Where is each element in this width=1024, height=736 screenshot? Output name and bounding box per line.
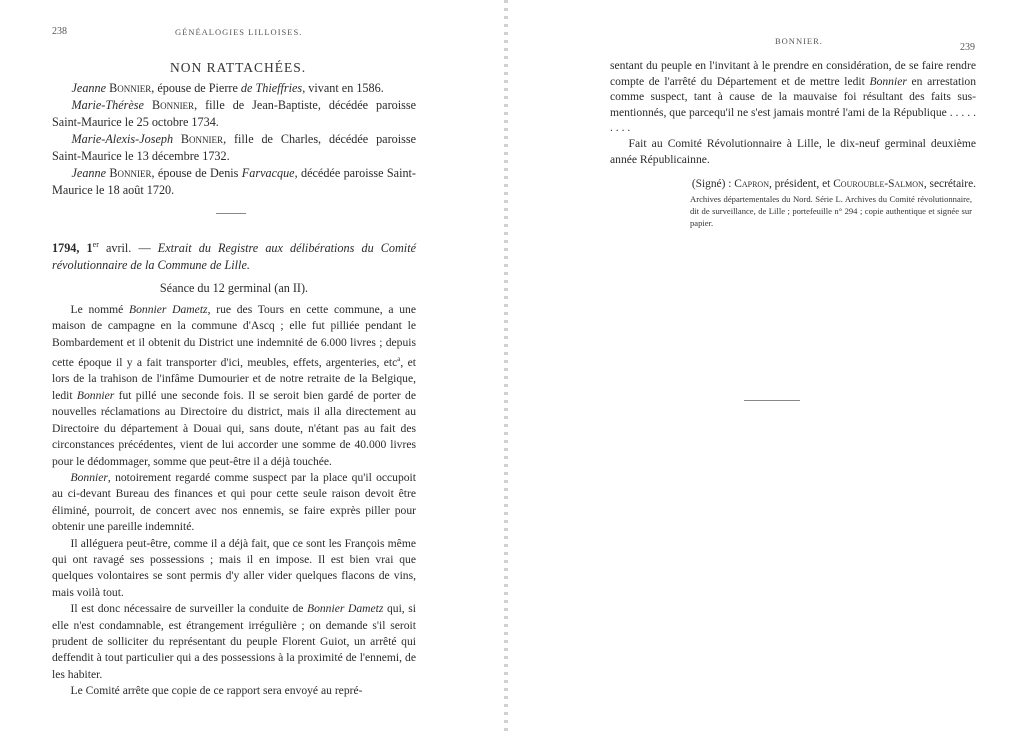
right-page [512, 0, 1024, 736]
extract-heading [52, 236, 416, 274]
page-number-left: 238 [52, 26, 67, 37]
entry-2: Marie-Thérèse Bonnier, fille de Jean-Baptiste, décédée paroisse Saint-Maurice le 25 octobre 1734. [52, 98, 416, 129]
section-title: NON RATTACHÉES. [170, 60, 307, 75]
paragraph-5: Le Comité arrête que copie de ce rapport sera envoyé au repré- [70, 684, 363, 698]
entries-block [52, 80, 416, 199]
left-page [0, 0, 500, 736]
seance-line: Séance du 12 germinal (an II). [159, 281, 309, 295]
entry-4: Jeanne Bonnier, épouse de Denis Farvacque, décédée paroisse Saint-Maurice le 18 août 1720. [52, 166, 416, 197]
signature-line: (Signé) : Capron, président, et Courouble-Salmon, secrétaire. [691, 178, 976, 190]
paragraph-1: Le nommé Bonnier Dametz, rue des Tours en cette commune, a une maison de campagne en la commune d'Ascq ; elle fut pilliée pendant le Bombardement et il obtenit du District une indemnité de 6.000 livres ; depuis cette époque il y a fait transporter d'ici, meubles, effets, argenteries, etc$^a$, et lors de la trahison de l'infâme Dumourier et de notre retraite de la Belgique, ledit Bonnier fut pillé une seconde fois. Il se seroit bien gardé de porter de nouvelles réclamations au Directoire du district, mais il alla directement au Directoire du département à Douai qui, sans doute, n'étant pas au fait des circonstances précédentes, vient de lui accorder une somme de 40.000 livres pour le dédommager, somme que peut-être il a déjà touchée. [52, 303, 416, 468]
page-number-right: 239 [960, 42, 975, 53]
report-body [52, 302, 416, 700]
continuation-text: sentant du peuple en l'invitant à le prendre en considération, de se faire rendre compte de l'arrêté du Département et de mettre ledit Bonnier en arrestation comme suspect, tant à cause de la mauvaise foi résultant des faits sus-mentionnés, que parcequ'il ne s'est jamais montré l'ami de la République . . . . . . . . . [610, 59, 977, 135]
running-head-left: GÉNÉALOGIES LILLOISES. [175, 27, 303, 37]
paragraph-4: Il est donc nécessaire de surveiller la conduite de Bonnier Dametz qui, si elle n'est condamnable, est étrangement irrégulière ; on demande s'il seroit prudent de solliciter du représentant du peuple Florent Guiot, un arrêté qui deffendit à tout particulier qui a des possessions à la proximité de l'ennemi, de les habiter. [52, 602, 417, 681]
entry-3: Marie-Alexis-Joseph Bonnier, fille de Charles, décédée paroisse Saint-Maurice le 13 décembre 1732. [52, 132, 417, 163]
extract-title: 1794, 1er avril. — Extrait du Registre aux délibérations du Comité révolutionnaire de la Commune de Lille. [52, 240, 416, 273]
made-at-line: Fait au Comité Révolutionnaire à Lille, le dix-neuf germinal deuxième année Républicainne. [610, 136, 976, 166]
divider [216, 213, 246, 214]
continuation-block [610, 58, 976, 167]
running-head-right: BONNIER. [775, 36, 823, 46]
paragraph-3: Il alléguera peut-être, comme il a déjà fait, que ce sont les François même qui ont ravagé ses possessions ; mais il en impose. Il est bien vrai que quelques volontaires se sont permis d'y aller vider quelques flacons de vins, mais voilà tout. [52, 536, 416, 599]
entry-1: Jeanne Bonnier, épouse de Pierre de Thieffries, vivant en 1586. [71, 81, 384, 95]
paragraph-2: Bonnier, notoirement regardé comme suspect par la place qu'il occupoit au ci-devant Bureau des finances et qui pour cette seule raison devoit être éliminé, pourroit, de concert avec nos ennemis, se faire exprès piller pour obtenir une pareille indemnité. [52, 470, 416, 534]
book-gutter [504, 0, 508, 736]
archive-source-note: Archives départementales du Nord. Série L. Archives du Comité révolutionnaire, dit de surveillance, de Lille ; portefeuille n° 294 ; copie authentique et signée sur papier. [690, 194, 972, 228]
end-divider [744, 400, 800, 401]
